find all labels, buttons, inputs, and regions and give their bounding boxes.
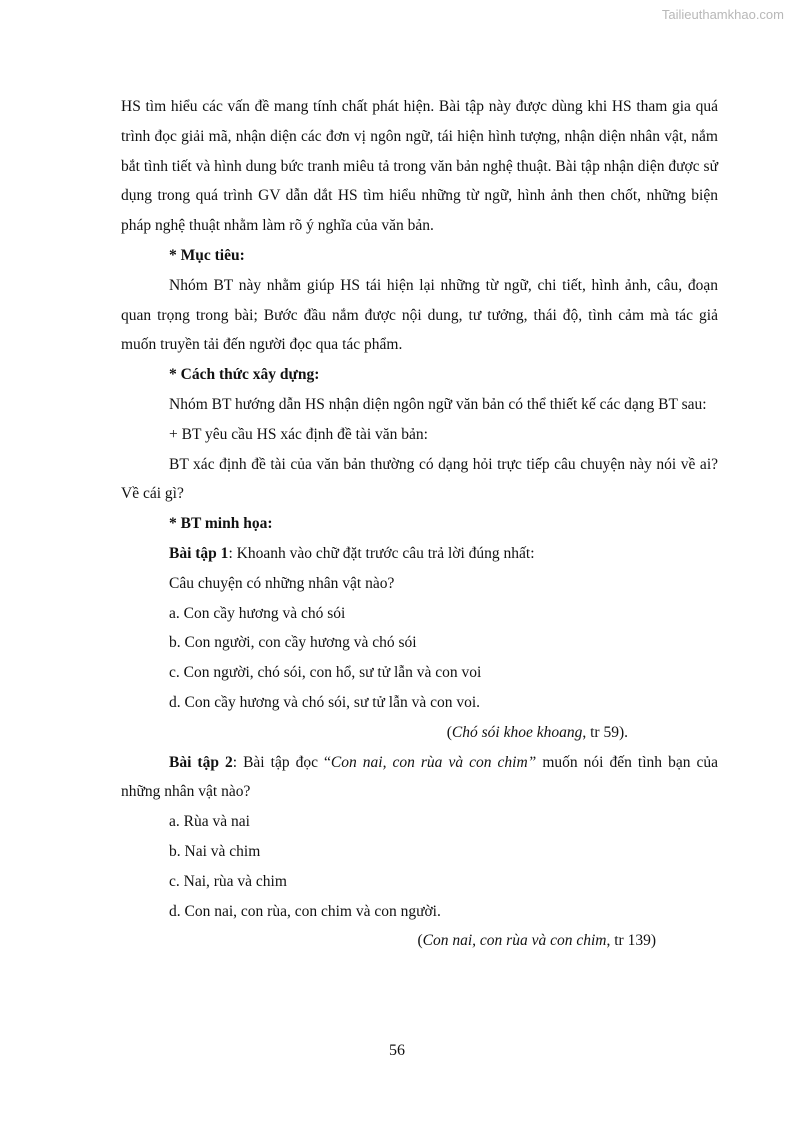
ref-tail: , tr 59). xyxy=(582,723,628,741)
exercise-1-reference xyxy=(121,718,718,748)
exercise-1-option-a: a. Con cầy hương và chó sói xyxy=(169,604,346,622)
exercise-1-instruction: : Khoanh vào chữ đặt trước câu trả lời đúng nhất: xyxy=(228,544,535,562)
exercise-1-question: Câu chuyện có những nhân vật nào? xyxy=(169,574,395,592)
ref-tail: , tr 139) xyxy=(606,932,656,950)
exercise-1-label: Bài tập 1 xyxy=(169,544,229,562)
exercise-2-instruction-a: : Bài tập đọc “ xyxy=(232,753,331,771)
exercise-1-option-d: d. Con cầy hương và chó sói, sư tử lẫn và con voi. xyxy=(169,693,481,711)
exercise-2-label: Bài tập 2 xyxy=(169,753,233,771)
item-de-tai: + BT yêu cầu HS xác định đề tài văn bản: xyxy=(169,425,428,443)
exercise-2-prompt xyxy=(121,748,718,808)
heading-muc-tieu: * Mục tiêu: xyxy=(169,246,245,264)
exercise-2-reference xyxy=(121,926,718,956)
exercise-2-option-c: c. Nai, rùa và chim xyxy=(169,872,287,890)
exercise-2-option-d: d. Con nai, con rùa, con chim và con người. xyxy=(169,902,441,920)
paragraph-intro: HS tìm hiểu các vấn đề mang tính chất phát hiện. Bài tập này được dùng khi HS tham gia quá trình đọc giải mã, nhận diện các đơn vị ngôn ngữ, tái hiện hình tượng, nhận diện nhân vật, nắm bắt tình tiết và hình dung bức tranh miêu tả trong văn bản nghệ thuật. Bài tập nhận diện được sử dụng trong quá trình GV dẫn dắt HS tìm hiểu những từ ngữ, hình ảnh then chốt, những biện pháp nghệ thuật nhằm làm rõ ý nghĩa của văn bản. xyxy=(121,98,718,235)
ref-title: Con nai, con rùa và con chim xyxy=(422,932,607,950)
paragraph-muc-tieu: Nhóm BT này nhằm giúp HS tái hiện lại những từ ngữ, chi tiết, hình ảnh, câu, đoạn quan trọng trong bài; Bước đầu nắm được nội dung, tư tưởng, thái độ, tình cảm mà tác giả muốn truyền tải đến người đọc qua tác phẩm. xyxy=(121,276,718,354)
exercise-1-prompt xyxy=(121,539,718,569)
document-body xyxy=(121,92,718,956)
exercise-1-option-c: c. Con người, chó sói, con hổ, sư tử lẫn và con voi xyxy=(169,664,482,682)
exercise-2-option-a: a. Rùa và nai xyxy=(169,813,250,831)
heading-cach-thuc: * Cách thức xây dựng: xyxy=(169,366,320,384)
exercise-1-option-b: b. Con người, con cầy hương và chó sói xyxy=(169,634,417,652)
watermark: Tailieuthamkhao.com xyxy=(661,7,784,22)
ref-title: Chó sói khoe khoang xyxy=(451,723,583,741)
exercise-2-title: Con nai, con rùa và con chim” xyxy=(330,753,537,771)
heading-minh-hoa: * BT minh họa: xyxy=(169,515,273,533)
page-number: 56 xyxy=(389,1042,405,1059)
ref-open: ( xyxy=(417,932,423,950)
paragraph-cach-thuc: Nhóm BT hướng dẫn HS nhận diện ngôn ngữ văn bản có thể thiết kế các dạng BT sau: xyxy=(169,395,707,413)
paragraph-de-tai: BT xác định đề tài của văn bản thường có dạng hỏi trực tiếp câu chuyện này nói về ai? Về cái gì? xyxy=(121,455,718,503)
exercise-2-instruction-b: muốn nói đến tình bạn của những nhân vật nào? xyxy=(121,753,718,801)
ref-open: ( xyxy=(446,723,452,741)
exercise-2-option-b: b. Nai và chim xyxy=(169,842,261,860)
